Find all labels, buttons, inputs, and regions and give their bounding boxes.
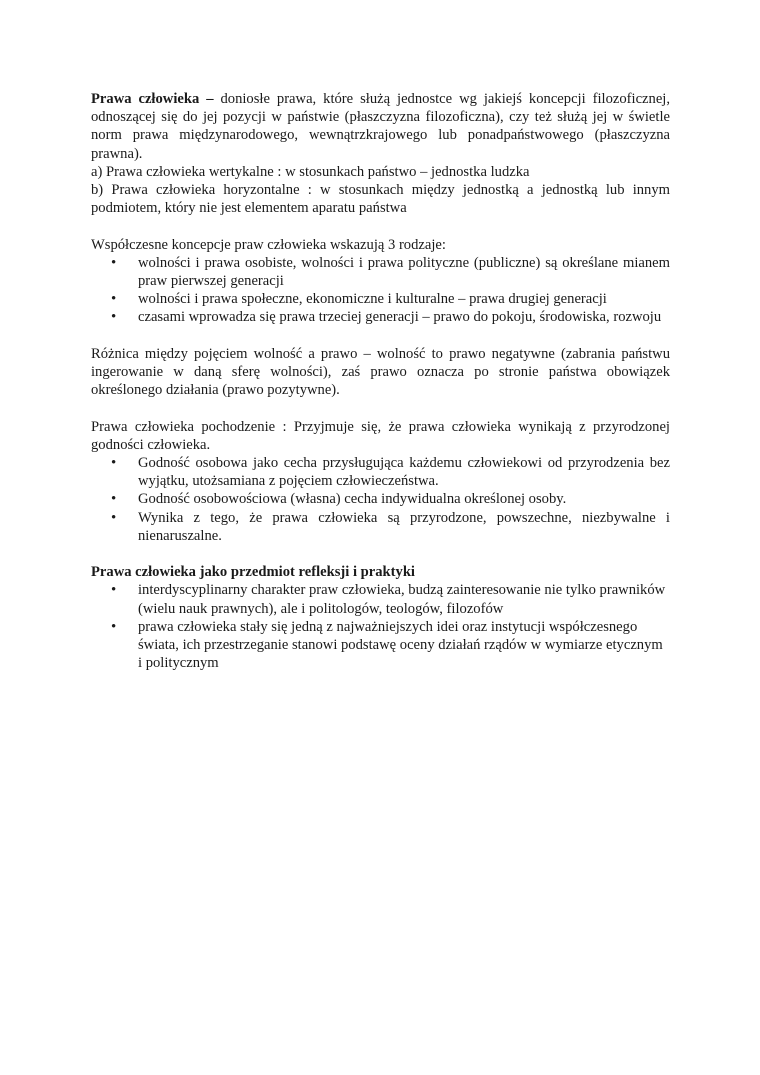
list-item: • czasami wprowadza się prawa trzeciej generacji – prawo do pokoju, środowiska, rozwoju <box>91 308 670 326</box>
section-heading: Prawa człowieka jako przedmiot refleksji i praktyki <box>91 564 415 581</box>
generations-list <box>91 254 670 327</box>
horizontal-rights-line: b) Prawa człowieka horyzontalne : w stosunkach między jednostką a jednostką lub innym podmiotem, który nie jest elementem aparatu państwa <box>91 182 670 217</box>
list-item: • wolności i prawa osobiste, wolności i prawa polityczne (publiczne) są określane mianem praw pierwszej generacji <box>91 254 670 290</box>
definition-paragraph <box>91 90 670 163</box>
vertical-rights-line: a) Prawa człowieka wertykalne : w stosunkach państwo – jednostka ludzka <box>91 163 530 180</box>
list-item: • Godność osobowościowa (własna) cecha indywidualna określonej osoby. <box>91 490 670 508</box>
reflection-list <box>91 581 670 672</box>
list-item: • wolności i prawa społeczne, ekonomiczne i kulturalne – prawa drugiej generacji <box>91 290 670 308</box>
definition-term: Prawa człowieka – <box>91 91 214 107</box>
generations-intro: Współczesne koncepcje praw człowieka wskazują 3 rodzaje: <box>91 236 446 253</box>
definition-text: doniosłe prawa, które służą jednostce wg jakiejś koncepcji filozoficznej, odnoszącej się do jej pozycji w państwie (płaszczyzna filozoficzna), czy też służą jej w świetle norm prawa międzynarodowego, wewnątrzkrajowego lub ponadpaństwowego (płaszczyzna prawna). <box>91 91 670 162</box>
list-item: • prawa człowieka stały się jedną z najważniejszych idei oraz instytucji współczesnego świata, ich przestrzeganie stanowi podstawę oceny działań rządów w wymiarze etycznym i politycznym <box>91 618 670 673</box>
origin-intro: Prawa człowieka pochodzenie : Przyjmuje się, że prawa człowieka wynikają z przyrodzonej godności człowieka. <box>91 418 670 453</box>
document-page <box>91 90 670 672</box>
list-item: • Godność osobowa jako cecha przysługująca każdemu człowiekowi od przyrodzenia bez wyjątku, utożsamiana z pojęciem człowieczeństwa. <box>91 454 670 490</box>
list-item: • interdyscyplinarny charakter praw człowieka, budzą zainteresowanie nie tylko prawników (wielu nauk prawnych), ale i politologów, teologów, filozofów <box>91 581 670 617</box>
paragraph-gap <box>91 399 670 417</box>
paragraph-gap <box>91 217 670 235</box>
dignity-list <box>91 454 670 545</box>
paragraph-gap <box>91 545 670 563</box>
list-item: • Wynika z tego, że prawa człowieka są przyrodzone, powszechne, niezbywalne i nienaruszalne. <box>91 509 670 545</box>
paragraph-gap <box>91 327 670 345</box>
freedom-vs-right-paragraph: Różnica między pojęciem wolność a prawo – wolność to prawo negatywne (zabrania państwu ingerowanie w daną sferę wolności), zaś prawo oznacza po stronie państwa obowiązek określonego działania (prawo pozytywne). <box>91 345 670 399</box>
